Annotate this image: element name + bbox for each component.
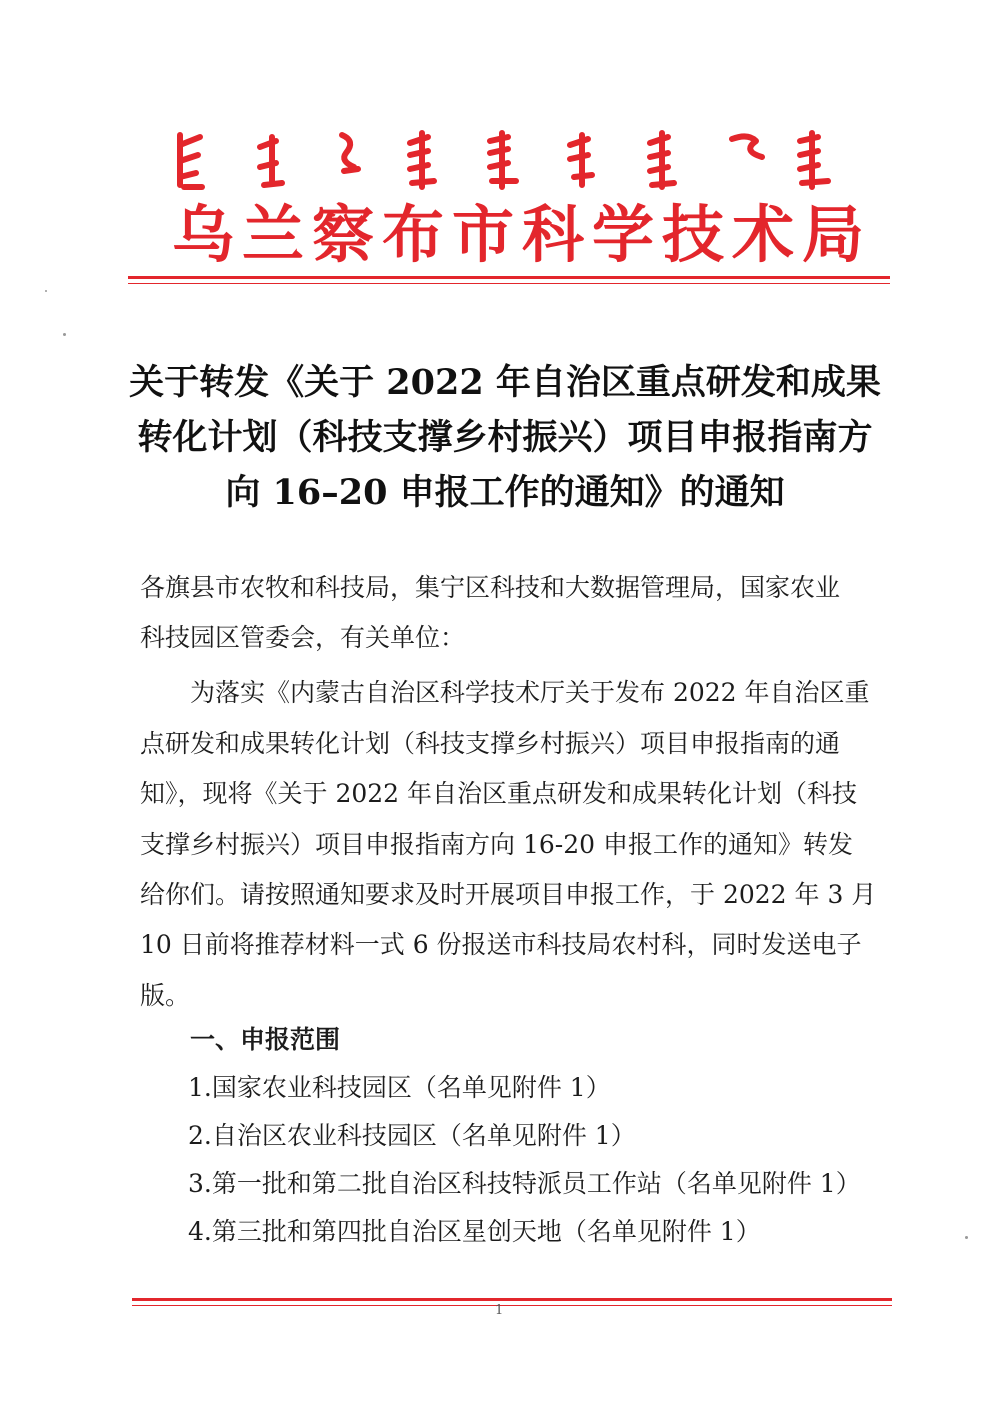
paragraph-line: 知》，现将《关于 2022 年自治区重点研发和成果转化计划（科技: [140, 779, 858, 808]
paragraph-line: 支撑乡村振兴）项目申报指南方向 16-20 申报工作的通知》转发: [140, 830, 853, 859]
title-line: 关于转发《关于 2022 年自治区重点研发和成果: [129, 362, 881, 403]
document-title: [120, 355, 890, 520]
scope-item: 2.自治区农业科技园区（名单见附件 1）: [188, 1121, 636, 1150]
scan-speck: [45, 290, 47, 292]
scope-item: 4.第三批和第四批自治区星创天地（名单见附件 1）: [188, 1217, 761, 1246]
paragraph-line: 给你们。请按照通知要求及时开展项目申报工作，于 2022 年 3 月: [140, 880, 877, 909]
paragraph-line: 为落实《内蒙古自治区科学技术厅关于发布 2022 年自治区重: [190, 678, 870, 707]
footer-rule-top: [132, 1298, 892, 1301]
section-heading: 一、申报范围: [190, 1025, 341, 1054]
mongolian-letterhead: [172, 125, 842, 195]
scan-speck: [965, 1236, 968, 1239]
org-name: 乌兰察布市科学技术局: [172, 198, 873, 271]
title-line: 向 16–20 申报工作的通知》的通知: [225, 472, 785, 513]
scope-item: 3.第一批和第二批自治区科技特派员工作站（名单见附件 1）: [188, 1169, 861, 1198]
footer-rule-bottom: [132, 1305, 892, 1306]
scan-speck: [63, 333, 66, 336]
paragraph-line: 10 日前将推荐材料一式 6 份报送市科技局农村科，同时发送电子: [140, 930, 862, 959]
recipients-line: 各旗县市农牧和科技局，集宁区科技和大数据管理局，国家农业: [140, 573, 841, 602]
scope-item: 1.国家农业科技园区（名单见附件 1）: [188, 1073, 611, 1102]
header-rule-bottom: [128, 283, 890, 284]
paragraph-line: 点研发和成果转化计划（科技支撑乡村振兴）项目申报指南的通: [140, 729, 841, 758]
page-number: 1: [495, 1303, 504, 1318]
paragraph-line: 版。: [140, 981, 191, 1010]
recipients-line: 科技园区管委会，有关单位：: [140, 623, 466, 652]
header-rule-top: [128, 276, 890, 279]
title-line: 转化计划（科技支撑乡村振兴）项目申报指南方: [137, 417, 873, 458]
